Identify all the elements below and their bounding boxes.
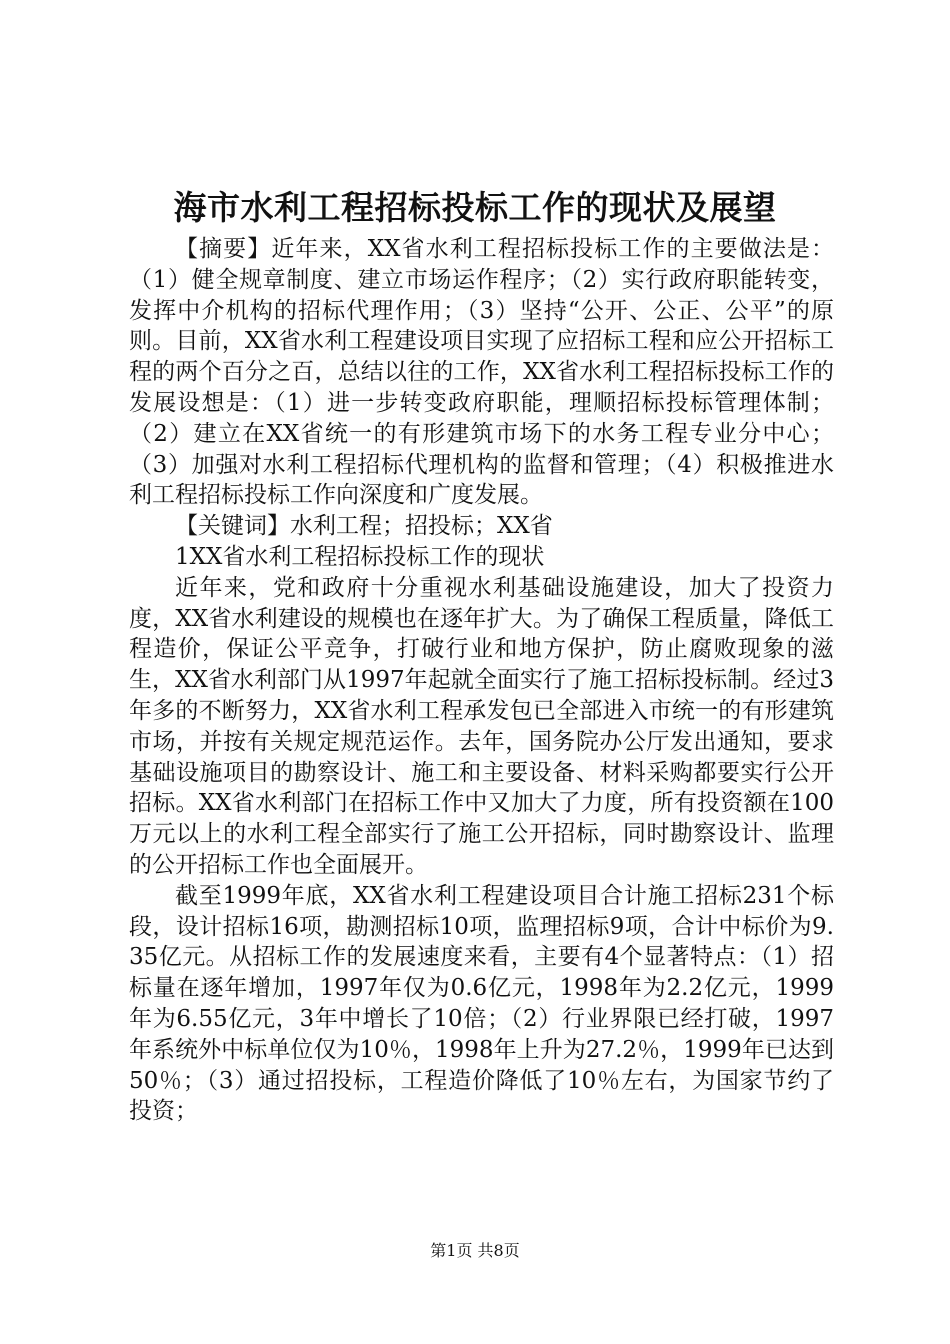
body-paragraph: 近年来，党和政府十分重视水利基础设施建设，加大了投资力度，XX省水利建设的规模也在逐年扩大。为了确保工程质量，降低工程造价，保证公平竞争，打破行业和地方保护，防止腐败现象的滋生，XX省水利部门从1997年起就全面实行了施工招标投标制。经过3年多的不断努力，XX省水利工程承发包已全部进入市统一的有形建筑市场，并按有关规定规范运作。去年，国务院办公厅发出通知，要求基础设施项目的勘察设计、施工和主要设备、材料采购都要实行公开招标。XX省水利部门在招标工作中又加大了力度，所有投资额在100万元以上的水利工程全部实行了施工公开招标，同时勘察设计、监理的公开招标工作也全面展开。 bbox=[129, 574, 834, 878]
abstract-paragraph: 【摘要】近年来，XX省水利工程招标投标工作的主要做法是：（1）健全规章制度、建立市场运作程序；（2）实行政府职能转变，发挥中介机构的招标代理作用；（3）坚持“公开、公正、公平”的原则。目前，XX省水利工程建设项目实现了应招标工程和应公开招标工程的两个百分之百，总结以往的工作，XX省水利工程招标投标工作的发展设想是：（1）进一步转变政府职能，理顺招标投标管理体制；（2）建立在XX省统一的有形建筑市场下的水务工程专业分中心；（3）加强对水利工程招标代理机构的监督和管理；（4）积极推进水利工程招标投标工作向深度和广度发展。 bbox=[129, 236, 834, 509]
section-heading: 1XX省水利工程招标投标工作的现状 bbox=[175, 543, 545, 570]
keywords-paragraph: 【关键词】水利工程；招投标；XX省 bbox=[175, 513, 553, 540]
page-footer: 第1页 共8页 bbox=[430, 1241, 520, 1260]
document-body bbox=[129, 234, 834, 1127]
body-paragraph: 截至1999年底，XX省水利工程建设项目合计施工招标231个标段，设计招标16项，勘测招标10项，监理招标9项，合计中标价为9.35亿元。从招标工作的发展速度来看，主要有4个显著特点：（1）招标量在逐年增加，1997年仅为0.6亿元，1998年为2.2亿元，1999年为6.55亿元，3年中增长了10倍；（2）行业界限已经打破，1997年系统外中标单位仅为10％，1998年上升为27.2％，1999年已达到50％；（3）通过招投标，工程造价降低了10％左右，为国家节约了投资； bbox=[129, 882, 834, 1125]
document-title: 海市水利工程招标投标工作的现状及展望 bbox=[173, 188, 777, 227]
